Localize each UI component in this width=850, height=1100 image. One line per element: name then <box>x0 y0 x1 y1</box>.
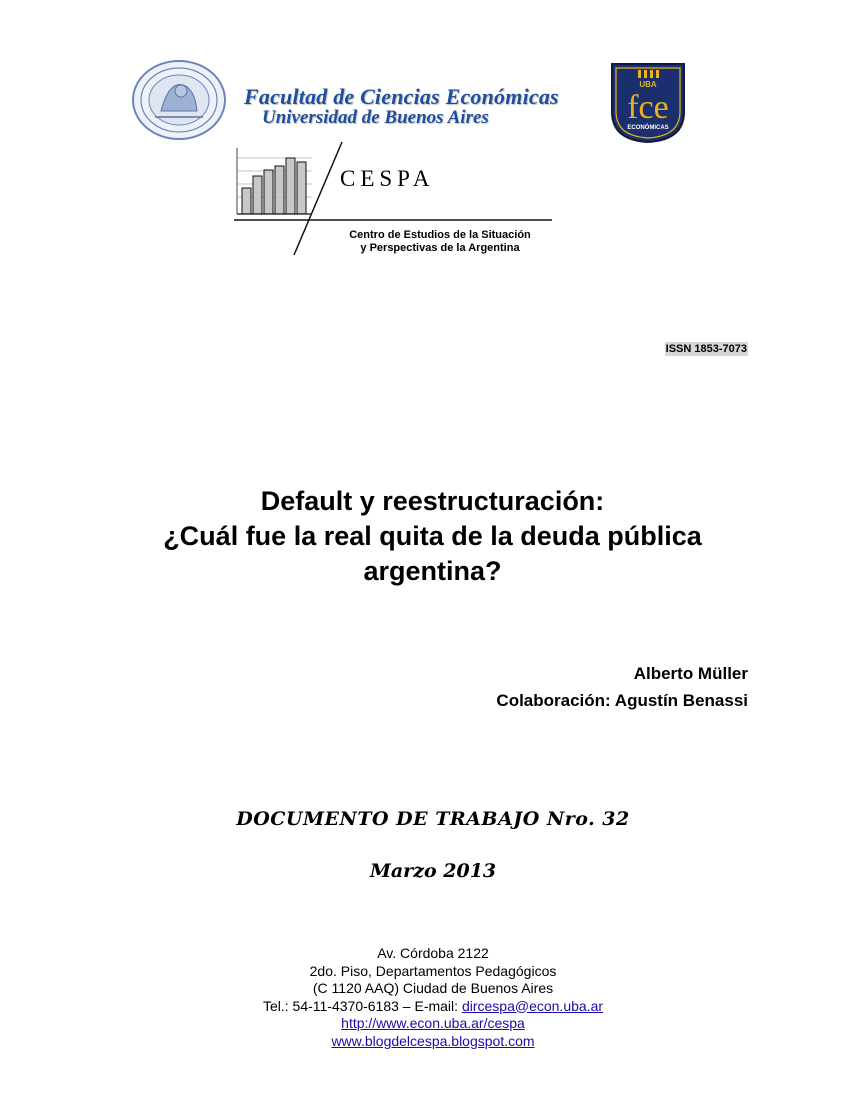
title-line3: argentina? <box>363 556 502 586</box>
collaborator-name: Colaboración: Agustín Benassi <box>496 691 748 710</box>
authors-block <box>496 660 748 714</box>
blog-link[interactable]: www.blogdelcespa.blogspot.com <box>331 1032 535 1049</box>
cespa-subtitle-line2: y Perspectivas de la Argentina <box>360 242 520 254</box>
document-title <box>60 484 805 589</box>
address-street: Av. Córdoba 2122 <box>377 945 489 961</box>
fce-logo-main: fce <box>627 89 669 126</box>
cespa-name: CESPA <box>340 166 435 191</box>
address-floor: 2do. Piso, Departamentos Pedagógicos <box>309 962 557 979</box>
title-line1: Default y reestructuración: <box>260 486 605 516</box>
contact-phone-prefix: Tel.: 54-11-4370-6183 – E-mail: <box>262 997 462 1014</box>
publication-date: Marzo 2013 <box>369 860 497 882</box>
address-contact <box>0 998 850 1016</box>
fce-logo-bottom: ECONÓMICAS <box>627 125 669 131</box>
title-line2: ¿Cuál fue la real quita de la deuda pública <box>163 521 702 551</box>
working-paper-label: DOCUMENTO DE TRABAJO Nro. 32 <box>236 808 630 830</box>
university-seal-icon <box>131 59 227 141</box>
university-name: Universidad de Buenos Aires <box>262 107 489 128</box>
cespa-subtitle-line1: Centro de Estudios de la Situación <box>349 229 531 241</box>
email-link[interactable]: dircespa@econ.uba.ar <box>461 997 604 1014</box>
fce-logo-top: UBA <box>639 80 657 89</box>
website-link[interactable]: http://www.econ.uba.ar/cespa <box>341 1015 525 1031</box>
cespa-subtitle <box>320 229 560 255</box>
issn-label: ISSN 1853-7073 <box>665 343 747 355</box>
address-block <box>0 945 850 1050</box>
fce-logo-icon <box>610 62 686 144</box>
faculty-name: Facultad de Ciencias Económicas <box>244 84 559 109</box>
author-name: Alberto Müller <box>633 664 748 683</box>
address-city: (C 1120 AAQ) Ciudad de Buenos Aires <box>312 980 554 996</box>
